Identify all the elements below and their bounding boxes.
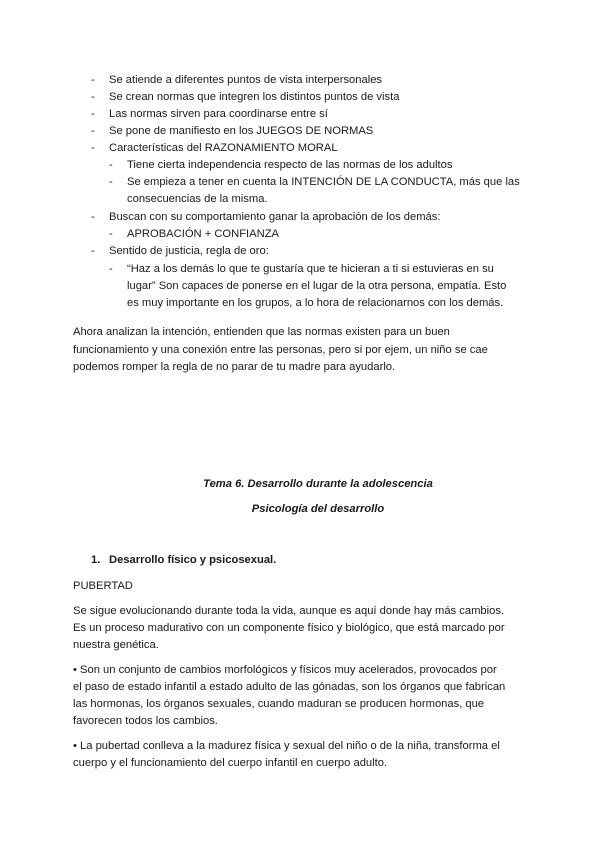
paragraph-line: Es un proceso madurativo con un componente físico y biológico, que está marcado por: [73, 622, 505, 634]
sub-bullet-marker: -: [109, 263, 113, 275]
bullet-marker: -: [91, 91, 95, 103]
bullet-text: Se atiende a diferentes puntos de vista interpersonales: [109, 74, 383, 86]
sub-bullet-text: APROBACIÓN + CONFIANZA: [127, 228, 279, 240]
bullet-marker: -: [91, 245, 95, 257]
paragraph-line: Se sigue evolucionando durante toda la vida, aunque es aquí donde hay más cambios.: [73, 605, 505, 617]
bullet-text: Buscan con su comportamiento ganar la aprobación de los demás:: [109, 211, 441, 223]
paragraph-line: nuestra genética.: [73, 639, 159, 651]
paragraph-line: el paso de estado infantil a estado adulto de las gónadas, son los órganos que fabrican: [73, 681, 506, 693]
paragraph-line: Ahora analizan la intención, entienden que las normas existen para un buen: [73, 326, 450, 338]
bullet-marker: -: [91, 108, 95, 120]
sub-bullet-marker: -: [109, 176, 113, 188]
sub-bullet-text-line: “Haz a los demás lo que te gustaría que te hicieran a ti si estuvieras en su: [127, 263, 494, 275]
subheading-pubertad: PUBERTAD: [73, 580, 133, 592]
paragraph-line: funcionamiento y una conexión entre las personas, pero si por ejem, un niño se cae: [73, 344, 488, 356]
section-number: 1.: [91, 554, 101, 566]
paragraph-line: • Son un conjunto de cambios morfológicos y físicos muy acelerados, provocados por: [73, 664, 497, 676]
paragraph-line: podemos romper la regla de no parar de tu madre para ayudarlo.: [73, 361, 396, 373]
bullet-marker: -: [91, 125, 95, 137]
bullet-marker: -: [91, 142, 95, 154]
sub-bullet-text-line: es muy importante en los grupos, a lo hora de relacionarnos con los demás.: [127, 297, 504, 309]
sub-bullet-text: Tiene cierta independencia respecto de las normas de los adultos: [127, 159, 453, 171]
bullet-marker: -: [91, 211, 95, 223]
paragraph-line: • La pubertad conlleva a la madurez física y sexual del niño o de la niña, transforma el: [73, 740, 500, 752]
bullet-text: Se pone de manifiesto en los JUEGOS DE NORMAS: [109, 125, 374, 137]
sub-bullet-text-line: consecuencias de la misma.: [127, 193, 268, 205]
bullet-marker: -: [91, 74, 95, 86]
paragraph-line: las hormonas, los órganos sexuales, cuando maduran se producen hormonas, que: [73, 698, 485, 710]
sub-bullet-marker: -: [109, 159, 113, 171]
bullet-text: Características del RAZONAMIENTO MORAL: [109, 142, 338, 154]
sub-bullet-text-line: lugar” Son capaces de ponerse en el lugar de la otra persona, empatía. Esto: [127, 280, 507, 292]
bullet-text: Se crean normas que integren los distintos puntos de vista: [109, 91, 400, 103]
sub-bullet-marker: -: [109, 228, 113, 240]
chapter-heading: Tema 6. Desarrollo durante la adolescencia: [203, 478, 433, 490]
bullet-text: Las normas sirven para coordinarse entre sí: [109, 108, 328, 120]
bullet-text: Sentido de justicia, regla de oro:: [109, 245, 269, 257]
paragraph-line: favorecen todos los cambios.: [73, 715, 218, 727]
sub-bullet-text-line: Se empieza a tener en cuenta la INTENCIÓN DE LA CONDUCTA, más que las: [127, 176, 520, 188]
paragraph-line: cuerpo y el funcionamiento del cuerpo infantil en cuerpo adulto.: [73, 757, 388, 769]
section-title: Desarrollo físico y psicosexual.: [109, 554, 277, 566]
subject-heading: Psicología del desarrollo: [251, 503, 385, 515]
